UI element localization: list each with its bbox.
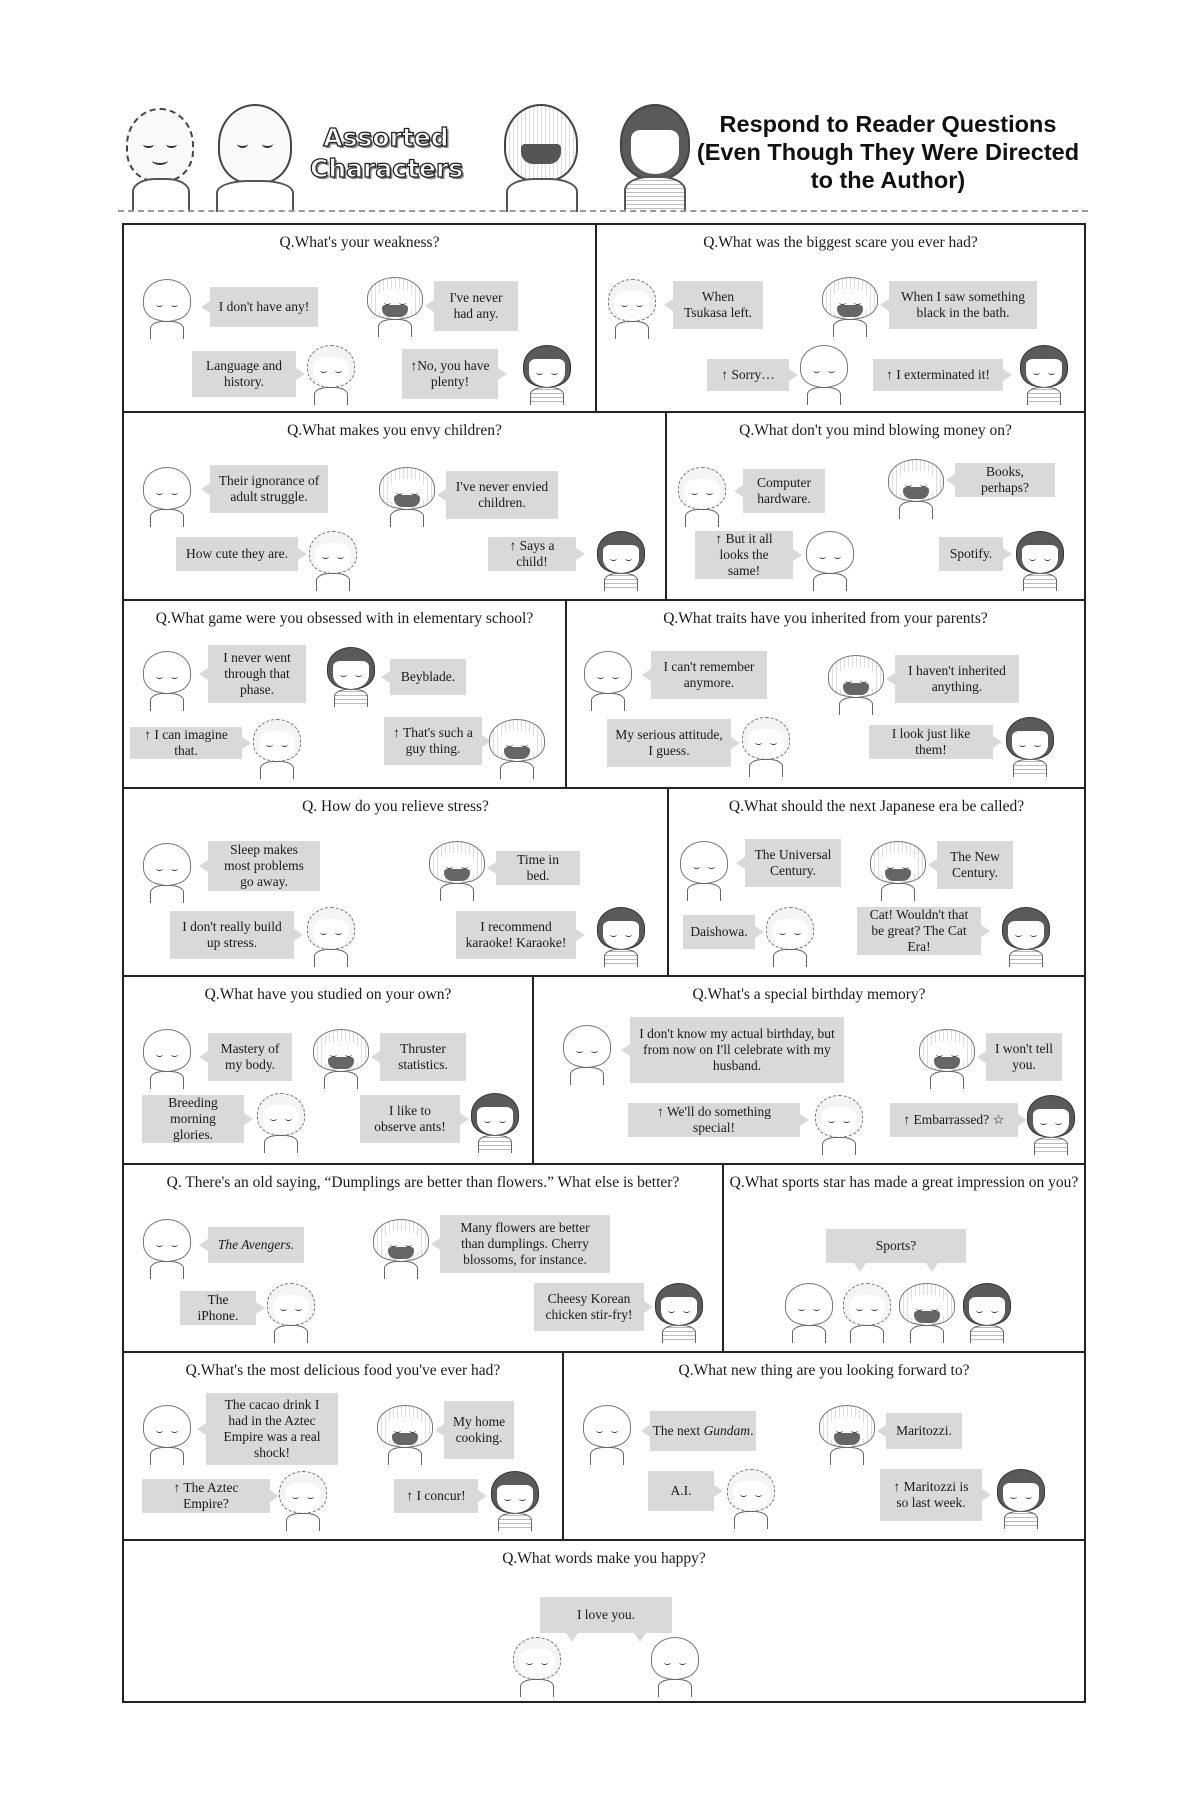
- speech-bubble: I haven't inherited anything.: [895, 655, 1019, 703]
- header-masked-girl-body: [506, 178, 578, 212]
- speech-bubble: Many flowers are better than dumplings. Cherry blossoms, for instance.: [440, 1215, 610, 1273]
- speech-bubble: Their ignorance of adult struggle.: [210, 465, 328, 513]
- speech-bubble: I don't have any!: [210, 287, 318, 327]
- speech-bubble: Language and history.: [192, 351, 296, 397]
- speech-bubble: My serious attitude, I guess.: [607, 719, 731, 767]
- header-boy-body: [132, 178, 190, 212]
- speech-bubble: I can't remember anymore.: [651, 651, 767, 699]
- speech-bubble: Thruster statistics.: [380, 1033, 466, 1081]
- speech-bubble: I don't know my actual birthday, but from now on I'll celebrate with my husband.: [630, 1017, 844, 1083]
- speech-bubble: I've never envied children.: [446, 471, 558, 519]
- speech-bubble: Spotify.: [939, 537, 1003, 571]
- speech-bubble: When Tsukasa left.: [673, 281, 763, 329]
- bob-girl-character: [1003, 717, 1057, 777]
- speech-bubble: Breeding morning glories.: [142, 1095, 244, 1143]
- bob-girl-character: [520, 345, 574, 405]
- bob-girl-character: [652, 1283, 706, 1343]
- header-divider: [118, 210, 1088, 212]
- bob-girl-character: [468, 1093, 522, 1153]
- header-masked-girl-character: [504, 104, 578, 182]
- boy-character: [306, 531, 360, 591]
- speech-text-emphasis: Gundam: [703, 1423, 751, 1438]
- masked-girl-character: [900, 1283, 954, 1343]
- tsukasa-character: [140, 1405, 194, 1465]
- panel-happy: [124, 1541, 1084, 1701]
- speech-bubble: I look just like them!: [869, 725, 993, 759]
- speech-bubble: ↑ I concur!: [394, 1479, 478, 1513]
- speech-bubble: Maritozzi.: [886, 1413, 962, 1449]
- question: Q.What traits have you inherited from your parents?: [663, 610, 988, 627]
- bob-girl-character: [1013, 531, 1067, 591]
- speech-bubble: ↑ I can imagine that.: [130, 727, 242, 759]
- question: Q.What sports star has made a great impression on you?: [729, 1174, 1079, 1191]
- panel-stress: [124, 789, 669, 975]
- tsukasa-character: [580, 1405, 634, 1465]
- tsukasa-character: [648, 1637, 702, 1697]
- masked-girl-character: [920, 1029, 974, 1089]
- speech-bubble: I won't tell you.: [986, 1033, 1062, 1081]
- panel-studied: [124, 977, 534, 1163]
- speech-bubble: ↑ I exterminated it!: [873, 359, 1003, 391]
- qa-row: [124, 601, 1084, 789]
- bob-girl-character: [1024, 1095, 1078, 1155]
- speech-bubble: ↑ But it all looks the same!: [695, 531, 793, 579]
- masked-girl-character: [430, 841, 484, 901]
- tsukasa-character: [677, 841, 731, 901]
- speech-bubble: The cacao drink I had in the Aztec Empire was a real shock!: [206, 1393, 338, 1465]
- masked-girl-character: [889, 459, 943, 519]
- masked-girl-character: [380, 467, 434, 527]
- qa-row: [124, 789, 1084, 977]
- boy-character: [276, 1471, 330, 1531]
- speech-bubble: How cute they are.: [176, 537, 298, 571]
- question: Q.What was the biggest scare you ever had?: [703, 234, 978, 251]
- speech-bubble: ↑No, you have plenty!: [402, 349, 498, 399]
- question: Q.What don't you mind blowing money on?: [739, 422, 1012, 439]
- speech-bubble: [650, 1411, 756, 1451]
- tsukasa-character: [140, 843, 194, 903]
- speech-bubble: ↑ That's such a guy thing.: [384, 717, 482, 765]
- speech-bubble: Time in bed.: [496, 851, 580, 885]
- bob-girl-character: [488, 1471, 542, 1531]
- panel-newthing: [564, 1353, 1084, 1539]
- speech-bubble: Beyblade.: [390, 659, 466, 695]
- boy-character: [605, 279, 659, 339]
- masked-girl-character: [829, 655, 883, 715]
- panel-era: [669, 789, 1084, 975]
- boy-character: [812, 1095, 866, 1155]
- bob-girl-character: [999, 907, 1053, 967]
- masked-girl-character: [820, 1405, 874, 1465]
- speech-bubble: When I saw something black in the bath.: [889, 281, 1037, 329]
- header-bob-girl-body: [624, 176, 686, 212]
- panel-birthday: [534, 977, 1084, 1163]
- speech-bubble: ↑ Maritozzi is so last week.: [880, 1469, 982, 1521]
- speech-bubble: A.I.: [648, 1471, 714, 1511]
- tsukasa-character: [140, 1219, 194, 1279]
- question: Q.What words make you happy?: [502, 1550, 706, 1567]
- speech-bubble: The Avengers.: [208, 1227, 304, 1263]
- speech-bubble: ↑ Says a child!: [488, 537, 576, 571]
- header-tsukasa-body: [216, 180, 294, 212]
- speech-bubble: Books, perhaps?: [955, 463, 1055, 497]
- header-bob-girl-character: [620, 104, 690, 180]
- panel-sports: [724, 1165, 1084, 1351]
- page-title: Respond to Reader Questions (Even Though They Were Directed to the Author): [696, 111, 1080, 193]
- question: Q.What's your weakness?: [279, 234, 440, 251]
- speech-bubble: ↑ Sorry…: [707, 359, 789, 391]
- bob-girl-character: [594, 907, 648, 967]
- question: Q.What's a special birthday memory?: [692, 986, 926, 1003]
- panel-traits: [567, 601, 1084, 787]
- qa-row: [124, 225, 1084, 413]
- tsukasa-character: [140, 467, 194, 527]
- speech-text: .: [750, 1423, 754, 1438]
- speech-bubble: The Universal Century.: [745, 839, 841, 887]
- question: Q.What game were you obsessed with in elementary school?: [155, 610, 534, 627]
- boy-character: [250, 719, 304, 779]
- speech-bubble: I don't really build up stress.: [170, 911, 294, 959]
- tsukasa-character: [782, 1283, 836, 1343]
- speech-bubble: Sports?: [826, 1229, 966, 1263]
- boy-character: [304, 345, 358, 405]
- masked-girl-character: [378, 1405, 432, 1465]
- boy-character: [675, 467, 729, 527]
- speech-bubble: I love you.: [540, 1597, 672, 1633]
- question: Q.What makes you envy children?: [287, 422, 502, 439]
- panel-envy: [124, 413, 667, 599]
- boy-character: [304, 907, 358, 967]
- boy-character: [840, 1283, 894, 1343]
- tsukasa-character: [803, 531, 857, 591]
- bob-girl-character: [1017, 345, 1071, 405]
- boy-character: [724, 1469, 778, 1529]
- header-subtitle: Assorted Characters: [310, 123, 464, 183]
- speech-bubble: ↑ The Aztec Empire?: [142, 1479, 270, 1513]
- tsukasa-character: [581, 651, 635, 711]
- tsukasa-character: [140, 651, 194, 711]
- bob-girl-character: [994, 1469, 1048, 1529]
- masked-girl-character: [871, 841, 925, 901]
- page-header: [118, 100, 1088, 218]
- qa-row: [124, 1541, 1084, 1701]
- masked-girl-character: [374, 1219, 428, 1279]
- speech-bubble: My home cooking.: [444, 1401, 514, 1459]
- speech-bubble: The iPhone.: [180, 1291, 256, 1325]
- speech-bubble: The New Century.: [937, 841, 1013, 889]
- speech-bubble: Sleep makes most problems go away.: [208, 841, 320, 891]
- question: Q. How do you relieve stress?: [302, 798, 489, 815]
- masked-girl-character: [490, 719, 544, 779]
- qa-row: [124, 1165, 1084, 1353]
- qa-row: [124, 977, 1084, 1165]
- panel-scare: [597, 225, 1084, 411]
- question: Q.What have you studied on your own?: [204, 986, 452, 1003]
- speech-bubble: I never went through that phase.: [208, 645, 306, 703]
- masked-girl-character: [368, 277, 422, 337]
- speech-bubble: Cat! Wouldn't that be great? The Cat Era!: [857, 907, 981, 955]
- speech-bubble: I recommend karaoke! Karaoke!: [456, 911, 576, 959]
- boy-character: [739, 717, 793, 777]
- boy-character: [264, 1283, 318, 1343]
- boy-character: [510, 1637, 564, 1697]
- speech-bubble: Computer hardware.: [743, 469, 825, 513]
- speech-bubble: Mastery of my body.: [208, 1033, 292, 1081]
- header-boy-character: [126, 108, 194, 182]
- bob-girl-character: [324, 647, 378, 707]
- tsukasa-character: [140, 1029, 194, 1089]
- panel-food: [124, 1353, 564, 1539]
- question: Q. There's an old saying, “Dumplings are better than flowers.” What else is better?: [166, 1174, 680, 1191]
- qa-row: [124, 413, 1084, 601]
- panel-dumplings: [124, 1165, 724, 1351]
- masked-girl-character: [314, 1029, 368, 1089]
- speech-text: The next: [652, 1423, 704, 1438]
- question: Q.What new thing are you looking forward to?: [678, 1362, 970, 1379]
- panel-money: [667, 413, 1084, 599]
- question: Q.What's the most delicious food you've ever had?: [185, 1362, 501, 1379]
- bob-girl-character: [960, 1283, 1014, 1343]
- panel-game: [124, 601, 567, 787]
- tsukasa-character: [140, 279, 194, 339]
- boy-character: [763, 907, 817, 967]
- speech-bubble: I like to observe ants!: [360, 1095, 460, 1143]
- question: Q.What should the next Japanese era be called?: [728, 798, 1025, 815]
- bob-girl-character: [594, 531, 648, 591]
- tsukasa-character: [797, 345, 851, 405]
- panel-weakness: [124, 225, 597, 411]
- masked-girl-character: [823, 277, 877, 337]
- boy-character: [254, 1093, 308, 1153]
- speech-bubble: Cheesy Korean chicken stir-fry!: [534, 1283, 644, 1331]
- qa-grid: [122, 223, 1086, 1703]
- speech-bubble: I've never had any.: [434, 281, 518, 331]
- speech-bubble: Daishowa.: [683, 915, 755, 949]
- speech-bubble: ↑ Embarrassed? ☆: [890, 1103, 1018, 1137]
- speech-bubble: ↑ We'll do something special!: [628, 1103, 800, 1137]
- header-tsukasa-character: [218, 104, 292, 184]
- tsukasa-character: [560, 1025, 614, 1085]
- qa-row: [124, 1353, 1084, 1541]
